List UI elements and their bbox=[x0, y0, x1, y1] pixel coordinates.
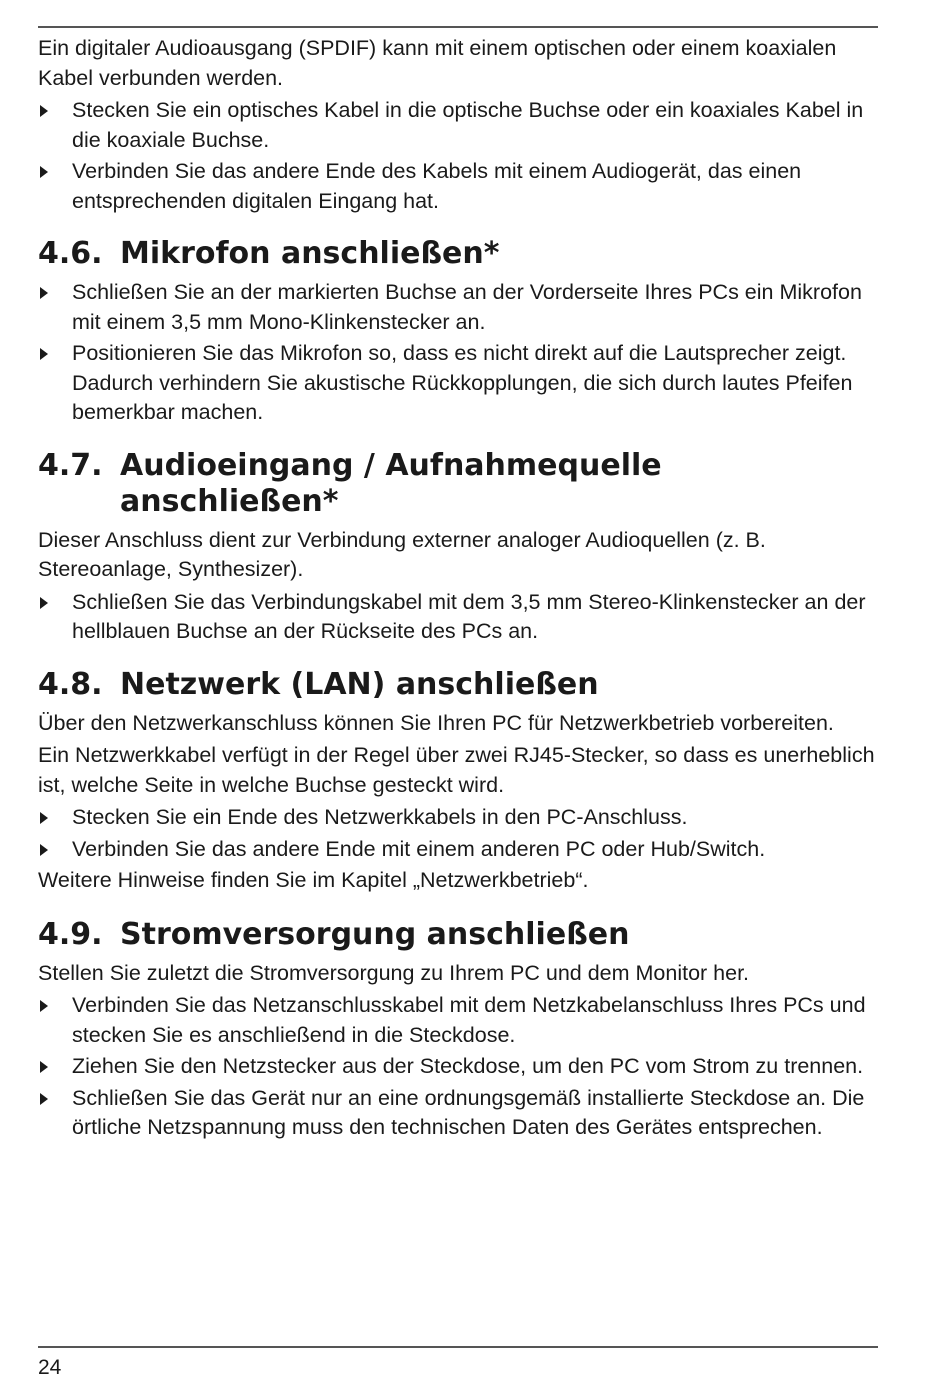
bullet-item bbox=[38, 991, 880, 1050]
bullet-arrow-icon bbox=[40, 812, 48, 824]
bullet-item bbox=[38, 803, 880, 833]
section-number: 4.6. bbox=[38, 236, 103, 271]
bullet-text: Schließen Sie das Verbindungskabel mit dem 3,5 mm Stereo-Klinkenstecker an der hellblauen Buchse an der Rückseite des PCs an. bbox=[72, 589, 866, 643]
bullet-arrow-icon bbox=[40, 1061, 48, 1073]
section-number: 4.7. bbox=[38, 447, 103, 483]
section-heading bbox=[38, 236, 880, 272]
top-rule bbox=[38, 26, 878, 28]
sections-container bbox=[38, 218, 880, 1143]
bullet-text: Stecken Sie ein optisches Kabel in die optische Buchse oder ein koaxiales Kabel in die koaxiale Buchse. bbox=[72, 98, 864, 152]
bullet-item bbox=[38, 96, 880, 155]
bullet-item bbox=[38, 278, 880, 337]
bullet-text: Verbinden Sie das Netzanschlusskabel mit dem Netzkabelanschluss Ihres PCs und stecken Sie es anschließend in die Steckdose. bbox=[72, 993, 866, 1047]
bullet-text: Schließen Sie an der markierten Buchse an der Vorderseite Ihres PCs ein Mikrofon mit einem 3,5 mm Mono-Klinkenstecker an. bbox=[72, 280, 862, 334]
bullet-arrow-icon bbox=[40, 287, 48, 299]
bullet-text: Ziehen Sie den Netzstecker aus der Steckdose, um den PC vom Strom zu trennen. bbox=[72, 1054, 864, 1078]
bullet-arrow-icon bbox=[40, 1093, 48, 1105]
bullet-item bbox=[38, 339, 880, 428]
bullet-arrow-icon bbox=[40, 1000, 48, 1012]
bullet-arrow-icon bbox=[40, 844, 48, 856]
section-spacer bbox=[38, 649, 880, 667]
section bbox=[38, 899, 880, 1143]
intro-paragraph: Ein digitaler Audioausgang (SPDIF) kann mit einem optischen oder einem koaxialen Kabel verbunden werden. bbox=[38, 36, 837, 90]
bullet-text: Positionieren Sie das Mikrofon so, dass es nicht direkt auf die Lautsprecher zeigt. Dadurch verhindern Sie akustische Rückkopplungen, die sich durch lautes Pfeifen bemerkbar machen. bbox=[72, 341, 853, 424]
section-number: 4.8. bbox=[38, 666, 103, 702]
section-title: Stromversorgung anschließen bbox=[120, 916, 630, 952]
section bbox=[38, 649, 880, 896]
bullet-item bbox=[38, 157, 880, 216]
bullet-text: Stecken Sie ein Ende des Netzwerkkabels in den PC-Anschluss. bbox=[72, 805, 688, 829]
bullet-arrow-icon bbox=[40, 597, 48, 609]
bullet-item bbox=[38, 1084, 880, 1143]
section-paragraph: Dieser Anschluss dient zur Verbindung externer analoger Audioquellen (z. B. Stereoanlage, Synthesizer). bbox=[38, 527, 766, 581]
bullet-arrow-icon bbox=[40, 348, 48, 360]
footer-rule bbox=[38, 1346, 878, 1348]
section-paragraph: Stellen Sie zuletzt die Stromversorgung zu Ihrem PC und dem Monitor her. bbox=[38, 960, 750, 985]
section-title: Netzwerk (LAN) anschließen bbox=[120, 666, 599, 702]
intro-bullet-list bbox=[38, 96, 880, 216]
section-paragraph: Ein Netzwerkkabel verfügt in der Regel über zwei RJ45-Stecker, so dass es unerheblich ist, welche Seite in welche Buchse gesteckt wird. bbox=[38, 743, 875, 797]
section bbox=[38, 430, 880, 647]
section-title: Audioeingang / Aufnahmequelle anschließen* bbox=[120, 447, 662, 519]
section-number: 4.9. bbox=[38, 916, 103, 952]
section-paragraph: Über den Netzwerkanschluss können Sie Ihren PC für Netzwerkbetrieb vorbereiten. bbox=[38, 710, 834, 735]
section-heading bbox=[38, 667, 880, 703]
section-note: Weitere Hinweise finden Sie im Kapitel „Netzwerkbetrieb“. bbox=[38, 868, 589, 892]
section-heading bbox=[38, 917, 880, 953]
bullet-item bbox=[38, 588, 880, 647]
section-title: Mikrofon anschließen* bbox=[120, 236, 500, 271]
section bbox=[38, 218, 880, 428]
bullet-arrow-icon bbox=[40, 105, 48, 117]
section-spacer bbox=[38, 430, 880, 448]
section-heading bbox=[38, 448, 880, 520]
bullet-arrow-icon bbox=[40, 166, 48, 178]
page-number: 24 bbox=[38, 1356, 62, 1379]
bullet-item bbox=[38, 1052, 880, 1082]
document-body bbox=[38, 34, 880, 1145]
bullet-text: Schließen Sie das Gerät nur an eine ordnungsgemäß installierte Steckdose an. Die örtliche Netzspannung muss den technischen Daten des Gerätes entsprechen. bbox=[72, 1085, 865, 1139]
bullet-text: Verbinden Sie das andere Ende mit einem anderen PC oder Hub/Switch. bbox=[72, 836, 766, 861]
section-spacer bbox=[38, 899, 880, 917]
bullet-item bbox=[38, 835, 880, 865]
section-spacer bbox=[38, 218, 880, 236]
bullet-text: Verbinden Sie das andere Ende des Kabels mit einem Audiogerät, das einen entsprechenden digitalen Eingang hat. bbox=[72, 159, 802, 213]
